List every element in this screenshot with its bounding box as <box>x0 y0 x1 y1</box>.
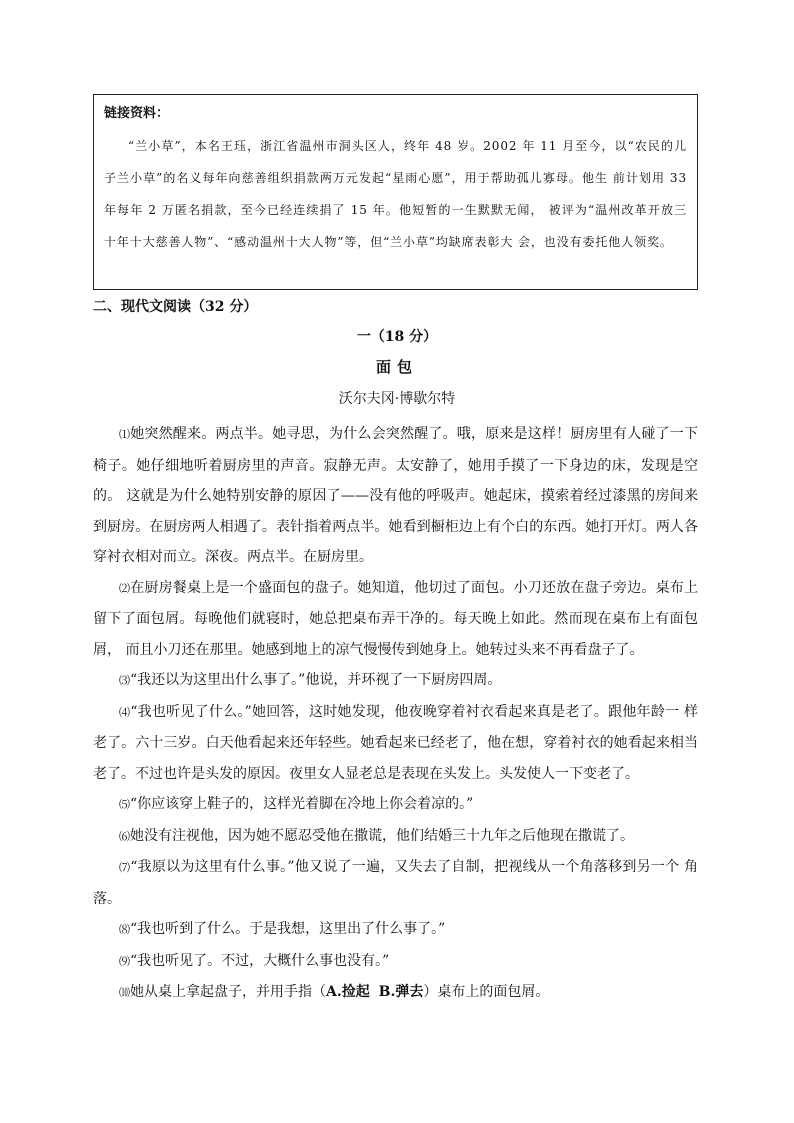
article-body <box>93 419 698 1009</box>
paragraph-text: 她没有注视他，因为她不愿忍受他在撒谎，他们结婚三十九年之后他现在撒谎了。 <box>130 827 634 844</box>
paragraph-number: ⑻ <box>119 923 130 936</box>
option-b: B.弹去 <box>378 984 424 1000</box>
paragraph-number: ⑸ <box>119 798 130 811</box>
paragraph-number: ⑷ <box>119 705 131 719</box>
paragraph-9 <box>93 946 698 978</box>
article-author: 沃尔夫冈·博歇尔特 <box>338 391 456 407</box>
paragraph-text: “我也听见了。不过，大概什么事也没有。” <box>130 952 390 969</box>
paragraph-4 <box>93 697 698 790</box>
option-a: A.捡起 <box>326 984 370 1000</box>
paragraph-number: ⑹ <box>119 829 130 843</box>
paragraph-5 <box>93 789 698 821</box>
paragraph-2 <box>93 573 698 666</box>
paragraph-number: ⑴ <box>119 428 131 441</box>
paragraph-3 <box>93 665 698 697</box>
paragraph-text-before: 她从桌上拿起盘子，并用手指（ <box>130 984 326 1000</box>
link-material-box <box>93 94 698 290</box>
paragraph-text: “我也听见了什么。”她回答，这时她发现，他夜晚穿着衬衣看起来真是老了。跟他年龄一 样老了。六十三岁。白天他看起来还年轻些。她看起来已经老了，他在想，穿着衬衣的她看起来相当老了。不过也许是头发的原因。夜里女人显老总是表现在头发上。头发使人一下变老了。 <box>93 703 699 782</box>
paragraph-number: ⑵ <box>119 581 131 595</box>
paragraph-text: “我还以为这里出什么事了。”他说，并环视了一下厨房四周。 <box>130 672 502 688</box>
part-title: 一（18 分） <box>356 329 438 345</box>
paragraph-number: ⑶ <box>119 674 130 687</box>
paragraph-text: 在厨房餐桌上是一个盛面包的盘子。她知道，他切过了面包。小刀还放在盘子旁边。桌布上留下了面包屑。每晚他们就寝时，她总把桌布弄干净的。每天晚上如此。然而现在桌布上有面包屑， 而且小刀还在那里。她感到地上的凉气慢慢传到她身上。她转过头来不再看盘子了。 <box>93 579 699 658</box>
paragraph-text: “我原以为这里有什么事。”他又说了一遍，又失去了自制，把视线从一个角落移到另一个 角落。 <box>93 859 699 907</box>
paragraph-1 <box>93 419 698 573</box>
link-material-text: “兰小草”，本名王珏，浙江省温州市洞头区人，终年 48 岁。2002 年 11 月至今，以“农民的儿子兰小草”的名义每年向慈善组织捐款两万元发起“星雨心愿”，用于帮助孤儿寡母。他生 前计划用 33 年每年 2 万匿名捐款，至今已经连续捐了 15 年。他短暂的一生默默无闻， 被评为“温州改革开放三十年十大慈善人物”、“感动温州十大人物”等，但“兰小草”均缺席表彰大 会，也没有委托他人领奖。 <box>104 139 687 249</box>
paragraph-number: ⑽ <box>119 986 130 999</box>
paragraph-number: ⑼ <box>119 954 130 968</box>
article-title: 面包 <box>375 358 418 376</box>
paragraph-7 <box>93 852 698 914</box>
section-title: 二、现代文阅读（32 分） <box>93 299 258 315</box>
paragraph-text: 她突然醒来。两点半。她寻思，为什么会突然醒了。哦，原来是这样！厨房里有人碰了一下椅子。她仔细地听着厨房里的声音。寂静无声。太安静了，她用手摸了一下身边的床，发现是空的。 这就是为什么她特别安静的原因了——没有他的呼吸声。她起床，摸索着经过漆黑的房间来到厨房。在厨房两人相遇了。表针指着两点半。她看到橱柜边上有个白的东西。她打开灯。两人各穿衬衣相对而立。深夜。两点半。在厨房里。 <box>93 426 699 565</box>
paragraph-6 <box>93 821 698 853</box>
paragraph-text: “你应该穿上鞋子的，这样光着脚在冷地上你会着凉的。” <box>130 796 474 812</box>
link-material-title: 链接资料： <box>104 106 170 121</box>
paragraph-8 <box>93 914 698 946</box>
paragraph-text: “我也听到了什么。于是我想，这里出了什么事了。” <box>130 921 446 937</box>
paragraph-text-after: ）桌布上的面包屑。 <box>423 984 550 1000</box>
paragraph-10 <box>93 977 698 1009</box>
paragraph-number: ⑺ <box>119 861 131 874</box>
